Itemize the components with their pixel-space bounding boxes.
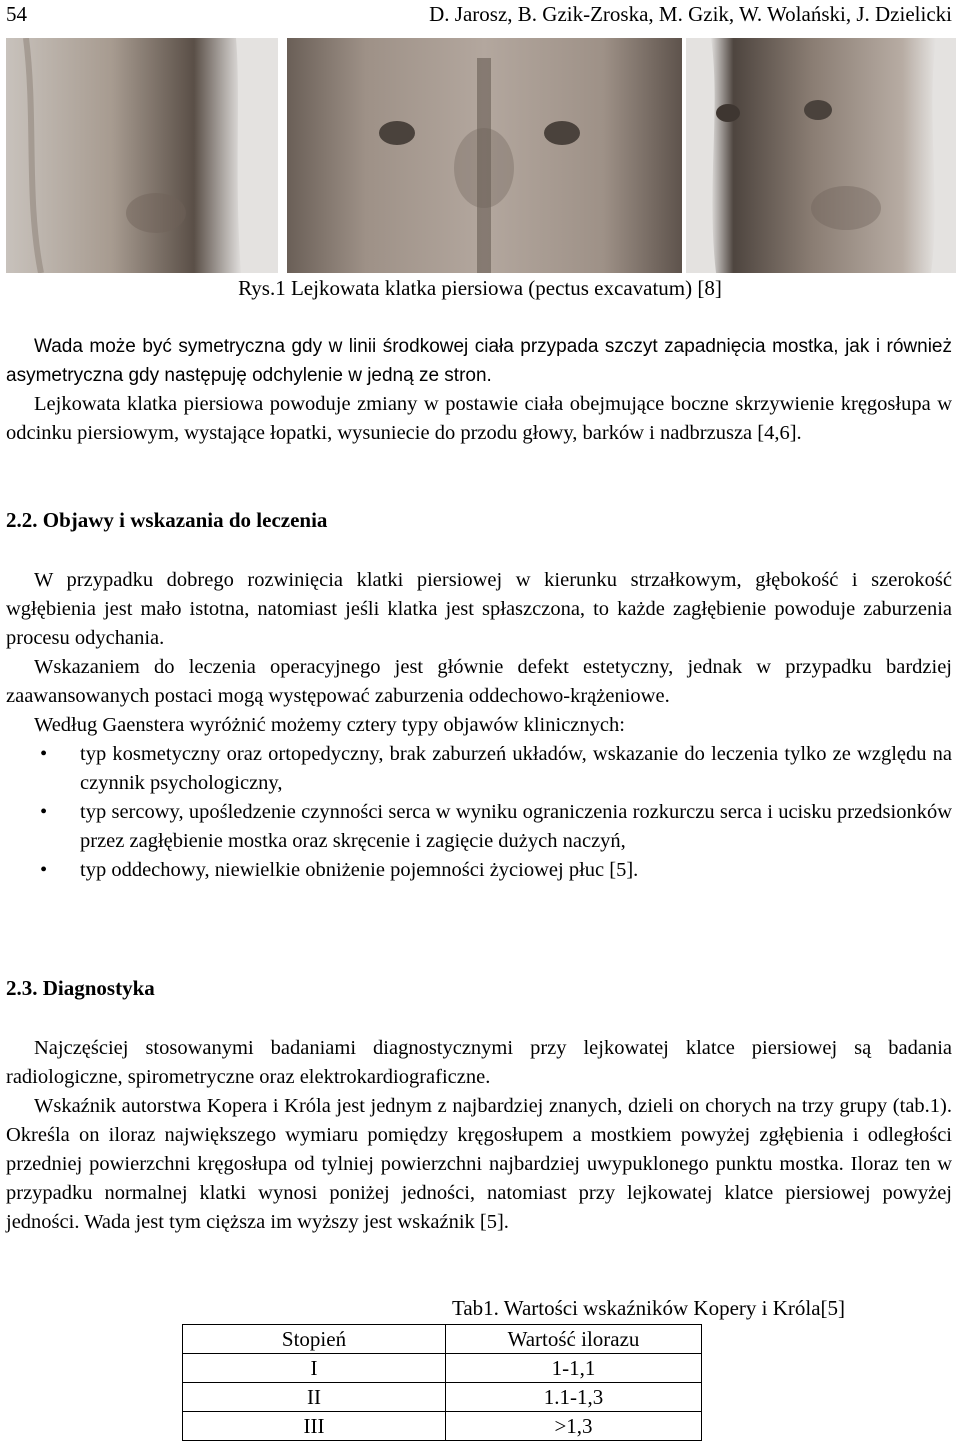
table-row [183, 1354, 702, 1383]
table-header-row [183, 1325, 702, 1354]
paragraph-diagnostics: Najczęściej stosowanymi badaniami diagnostycznymi przy lejkowatej klatce piersiowej są badania radiologiczne, spirometryczne oraz elektrokardiograficzne. [6, 1037, 952, 1088]
table-header-cell: Stopień [183, 1325, 446, 1354]
figure-photos [6, 38, 956, 273]
running-head-authors: D. Jarosz, B. Gzik-Zroska, M. Gzik, W. Wolański, J. Dzielicki [429, 2, 952, 26]
table-header-cell: Wartość ilorazu [446, 1325, 702, 1354]
paragraph-indication: Wskazaniem do leczenia operacyjnego jest głównie defekt estetyczny, jednak w przypadku bardziej zaawansowanych postaci mogą występować zaburzenia oddechowo-krążeniowe. [6, 656, 952, 707]
section-heading-2-3: 2.3. Diagnostyka [6, 976, 155, 1000]
paragraph-gaenster: Według Gaenstera wyróżnić możemy cztery typy objawów klinicznych: [34, 714, 625, 736]
table-cell: I [183, 1354, 446, 1383]
table-row [183, 1383, 702, 1412]
paragraph-kopera-index: Wskaźnik autorstwa Kopera i Króla jest jednym z najbardziej znanych, dzieli on chorych na trzy grupy (tab.1). Określa on iloraz największego wymiaru pomiędzy kręgosłupem a mostkiem powyżej zgłębienia i odległości przedniej powierzchni kręgosłupa od tylniej powierzchni najbardziej uwypuklonego punktu mostka. Iloraz ten w przypadku normalnej klatki wynosi poniżej jedności, natomiast przy lejkowatej klatce piersiowej powyżej jedności. Wada jest tym cięższa im wyższy jest wskaźnik [5]. [6, 1095, 952, 1233]
photo-side-view-left [6, 38, 278, 273]
page-header [6, 2, 952, 32]
photo-front-view-center [287, 38, 682, 273]
list-item: • typ kosmetyczny oraz ortopedyczny, brak zaburzeń układów, wskazanie do leczenia tylko ze względu na czynnik psychologiczny, [6, 740, 952, 798]
table-cell: 1-1,1 [446, 1354, 702, 1383]
bullet-icon: • [40, 859, 48, 881]
body-text-2 [6, 566, 952, 885]
table-cell: >1,3 [446, 1412, 702, 1441]
paragraph-symmetry: Wada może być symetryczna gdy w linii środkowej ciała przypada szczyt zapadnięcia mostka, jak i również asymetryczna gdy następuję odchylenie w jedną ze stron. [6, 336, 952, 386]
bullet-icon: • [40, 801, 48, 823]
figure-caption: Rys.1 Lejkowata klatka piersiowa (pectus excavatum) [8] [238, 276, 722, 300]
symptom-list [6, 740, 952, 885]
list-item: • typ oddechowy, niewielkie obniżenie pojemności życiowej płuc [5]. [6, 856, 952, 885]
section-heading-2-2: 2.2. Objawy i wskazania do leczenia [6, 508, 328, 532]
table-title: Tab1. Wartości wskaźników Kopery i Króla[5] [452, 1296, 846, 1320]
body-text-3 [6, 1034, 952, 1237]
paragraph-development: W przypadku dobrego rozwinięcia klatki piersiowej w kierunku strzałkowym, głębokość i szerokość wgłębienia jest mało istotna, natomiast jeśli klatka jest spłaszczona, to każde zagłębienie powoduje zaburzenia procesu odychania. [6, 569, 952, 649]
table-cell: III [183, 1412, 446, 1441]
body-text-1 [6, 332, 952, 448]
table-cell: 1.1-1,3 [446, 1383, 702, 1412]
table-cell: II [183, 1383, 446, 1412]
photo-side-view-right [686, 38, 956, 273]
list-item: • typ sercowy, upośledzenie czynności serca w wyniku ograniczenia rozkurczu serca i ucisku przedsionków przez zagłębienie mostka oraz skręcenie i zagięcie dużych naczyń, [6, 798, 952, 856]
paragraph-posture: Lejkowata klatka piersiowa powoduje zmiany w postawie ciała obejmujące boczne skrzywienie kręgosłupa w odcinku piersiowym, wystające łopatki, wysuniecie do przodu głowy, barków i nadbrzusza [4,6]. [6, 393, 952, 444]
page-number: 54 [6, 2, 27, 26]
kopera-krol-table [182, 1324, 702, 1441]
bullet-icon: • [40, 743, 48, 765]
table-row [183, 1412, 702, 1441]
